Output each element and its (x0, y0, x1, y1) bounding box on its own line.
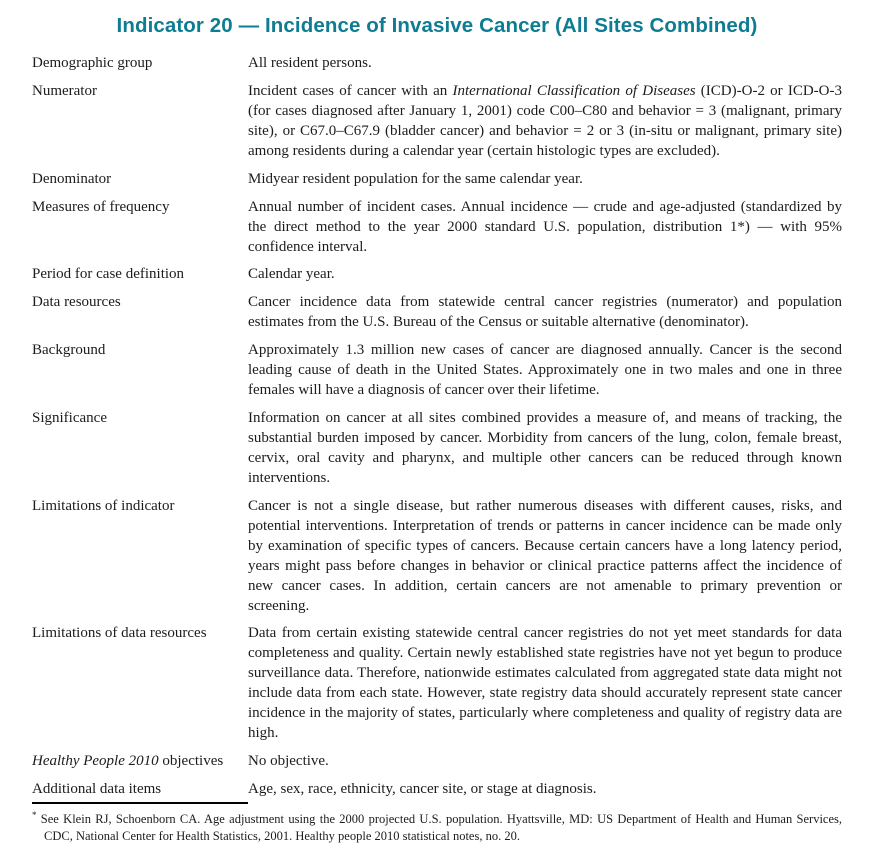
row-data-resources (32, 293, 842, 333)
row-label: Numerator (32, 82, 97, 99)
row-text-segment: Incident cases of cancer with an (248, 82, 453, 99)
row-measures-of-frequency (32, 198, 842, 258)
row-text-italic-segment: International Classification of Diseases (452, 82, 696, 99)
row-text: Cancer is not a single disease, but rather numerous diseases with different causes, risks, and potential interventions. Interpretation of trends or patterns in cancer incidence can be made only by examination of specific types of cancers. Because certain cancers have a long latency period, years might pass before changes in behavior or clinical practice patterns affect the incidence of new cancer cases. In addition, certain cancers are not amenable to primary prevention or screening. (248, 497, 842, 614)
row-text-segment: (ICD)-O-2 or ICD-O-3 (for cases diagnosed after January 1, 2001) code C00–C80 and behavior = 3 (malignant, primary site), or C67.0–C67.9 (bladder cancer) and behavior = 2 or 3 (in-situ or malignant, primary site) among residents during a calendar year (certain histologic types are excluded). (248, 82, 843, 159)
row-denominator (32, 170, 842, 190)
row-label: Data resources (32, 294, 121, 311)
row-label: Additional data items (32, 781, 162, 797)
row-label: Significance (32, 410, 107, 427)
row-text: Calendar year. (248, 266, 335, 283)
footnote-text: See Klein RJ, Schoenborn CA. Age adjustment using the 2000 projected U.S. population. Hyattsville, MD: US Department of Health and Human Services, CDC, National Center for Health Statistics, 2001. Healthy people 2010 statistical notes, no. 20. (36, 812, 842, 843)
row-text: All resident persons. (248, 55, 372, 71)
row-label-italic-segment: Healthy People 2010 (32, 753, 159, 770)
row-label: Limitations of data resources (32, 625, 207, 642)
row-label-segment: objectives (158, 753, 224, 770)
row-label: Limitations of indicator (32, 497, 175, 514)
row-period-for-case-definition (32, 265, 842, 285)
row-background (32, 341, 842, 401)
row-text: No objective. (248, 753, 329, 770)
row-demographic-group (32, 54, 842, 74)
row-text: Midyear resident population for the same calendar year. (248, 170, 583, 187)
row-healthy-people-2010-objectives (32, 752, 842, 772)
row-text: Data from certain existing statewide central cancer registries do not yet meet standards for data completeness and quality. Certain newly established state registries have not yet begun to produce surveillance data. Therefore, nationwide estimates calculated from aggregated state data might not include data from each state. However, state registry data should accurately represent state cancer incidence in the majority of states, particularly where completeness and quality of registry data are high. (248, 625, 842, 742)
row-text: Cancer incidence data from statewide central cancer registries (numerator) and population estimates from the U.S. Bureau of the Census or suitable alternative (denominator). (248, 294, 842, 331)
row-text: Information on cancer at all sites combined provides a measure of, and means of tracking, the substantial burden imposed by cancer. Morbidity from cancers of the lung, colon, female breast, cervix, oral cavity and pharynx, and multiple other cancers can be reduced through known interventions. (248, 410, 842, 486)
row-label: Denominator (32, 170, 112, 187)
row-limitations-of-indicator (32, 497, 842, 617)
row-additional-data-items (32, 780, 842, 800)
row-text: Age, sex, race, ethnicity, cancer site, or stage at diagnosis. (248, 781, 597, 797)
row-significance (32, 409, 842, 489)
row-label: Period for case definition (32, 266, 185, 283)
row-text: Annual number of incident cases. Annual incidence — crude and age-adjusted (standardized by the direct method to the year 2000 standard U.S. population, distribution 1*) — with 95% confidence interval. (248, 198, 842, 255)
footnote-rule (32, 802, 248, 804)
row-text: Approximately 1.3 million new cases of cancer are diagnosed annually. Cancer is the second leading cause of death in the United States. Approximately one in two males and one in three females will have a diagnosis of cancer over their lifetime. (248, 342, 842, 399)
row-numerator (32, 82, 842, 162)
row-label: Demographic group (32, 55, 153, 71)
row-label: Measures of frequency (32, 198, 170, 215)
row-text (248, 82, 842, 162)
row-limitations-of-data-resources (32, 624, 842, 744)
footnote (32, 809, 842, 845)
row-label (32, 752, 248, 772)
footnote-marker: * (32, 809, 37, 820)
row-label: Background (32, 342, 106, 359)
page-title: Indicator 20 — Incidence of Invasive Cancer (All Sites Combined) (116, 14, 758, 37)
